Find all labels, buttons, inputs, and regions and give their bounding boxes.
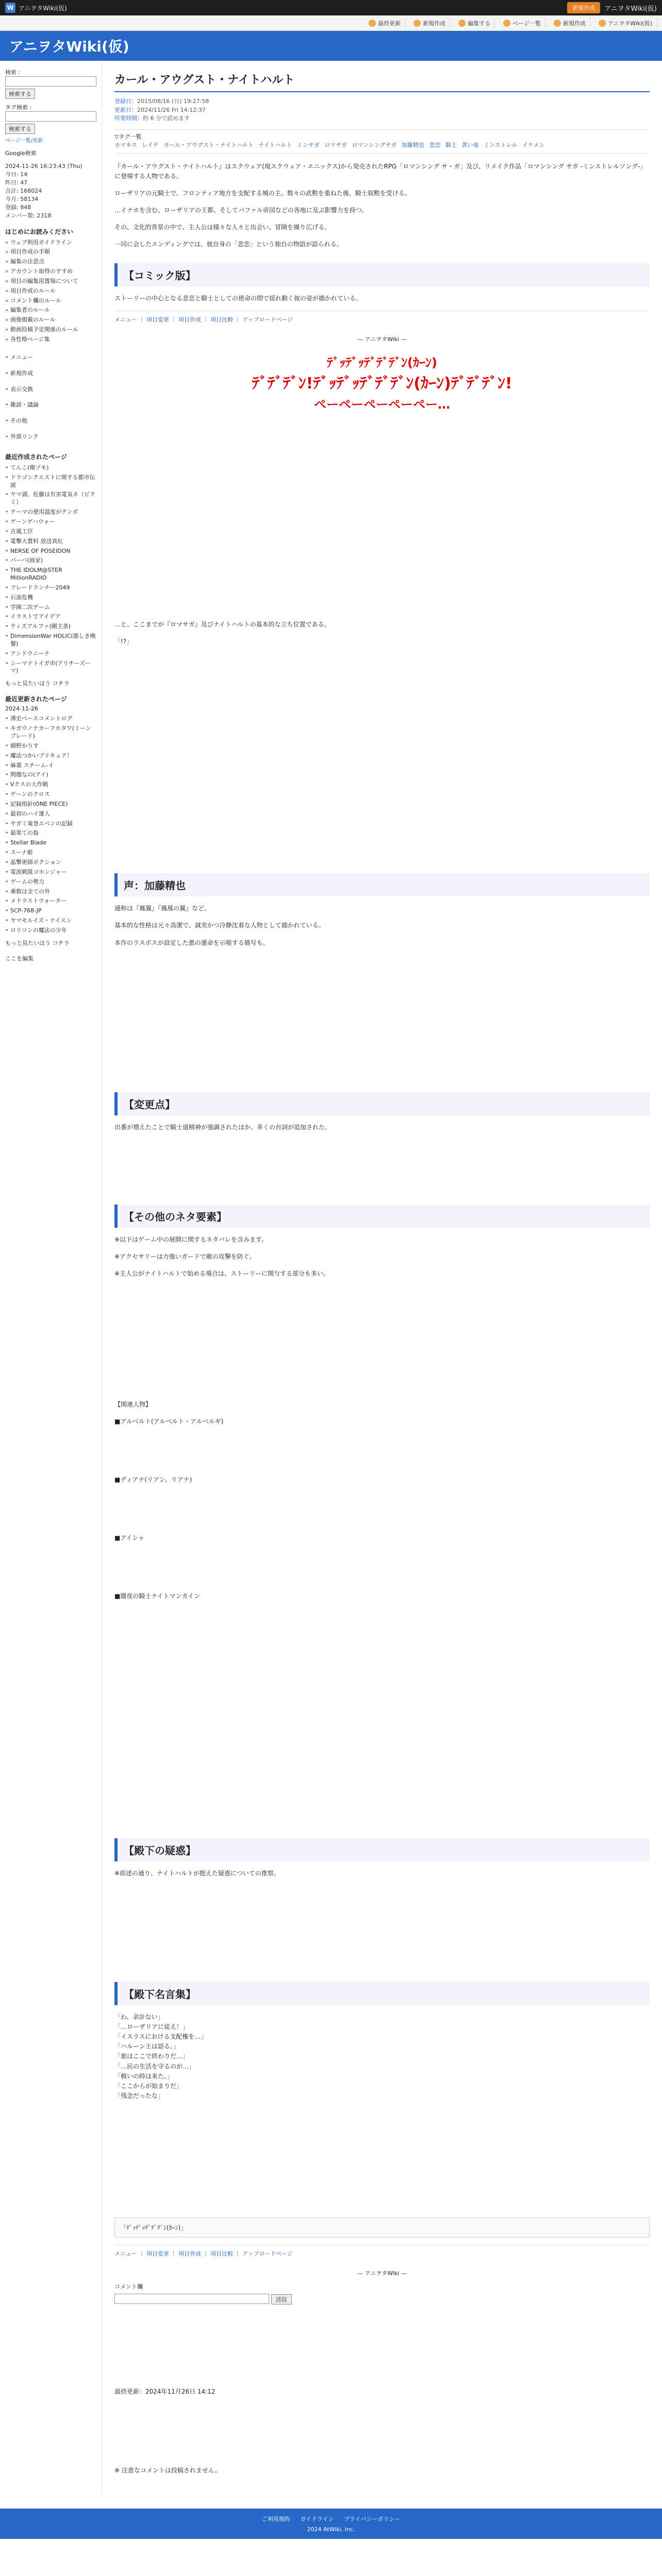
- updated-heading: 最近更新されたページ: [5, 696, 67, 703]
- link-create[interactable]: 項目作成: [178, 316, 201, 323]
- updated-item[interactable]: • Vクスの大作戦: [5, 780, 96, 790]
- recent-item[interactable]: • アンドウニーナ: [5, 649, 96, 659]
- updated-item[interactable]: • SCP-768-JP: [5, 906, 96, 916]
- shout-line: ﾃﾞﾃﾞﾃﾞﾝ!ﾃﾞｯﾃﾞｯﾃﾞﾃﾞﾃﾞﾝ(ｶｰﾝ)ﾃﾞﾃﾞﾃﾞﾝ!: [252, 374, 512, 393]
- link-upload[interactable]: アップロードページ: [242, 316, 293, 323]
- doubt-paragraph: ※前述の通り、ナイトハルトが抱えた疑惑についての推察。: [114, 1870, 280, 1877]
- updated-date: 2024-11-26: [5, 705, 38, 713]
- article-links: メニュー ｜ 項目変更 ｜ 項目作成 ｜ 項目比較 ｜ アップロードページ: [114, 311, 650, 328]
- site-name: アニヲタWiki(仮): [19, 4, 67, 12]
- search-note[interactable]: ページ一覧/更新: [5, 138, 43, 144]
- nav-item[interactable]: » 項目の編集用置場について: [5, 277, 96, 286]
- voice-paragraph: 本作のラスボスが設定した悪の運命を示唆する描写も。: [114, 939, 269, 946]
- stat-yesterday: 昨日: 47: [5, 179, 28, 186]
- search-label: 検索 :: [5, 69, 21, 76]
- menu-item[interactable]: • 新規作成: [5, 366, 96, 382]
- recent-item[interactable]: • バーバ(画家): [5, 556, 96, 566]
- updated-item[interactable]: • ロリコンの魔法の少年: [5, 926, 96, 936]
- tag-link[interactable]: ナイトハルト: [258, 142, 292, 148]
- updated-item[interactable]: • 最初のハイ運人: [5, 809, 96, 819]
- updated-item[interactable]: • ヤガミ竜巻エペンの記録: [5, 819, 96, 829]
- site-footer: [0, 2509, 662, 2539]
- site-name-right[interactable]: アニヲタWiki(仮): [604, 5, 657, 13]
- nav-item[interactable]: » 編集の注意点: [5, 257, 96, 267]
- section-heading-changes: 【変更点】: [114, 1092, 650, 1115]
- tag-link[interactable]: イケメン: [522, 142, 545, 148]
- foot-link-change[interactable]: 項目変更: [146, 2250, 169, 2258]
- quote-item: 「ここからが始まりだ」: [114, 2082, 183, 2090]
- after-shout-exclaim: 「!?」: [114, 638, 133, 645]
- section-heading-doubt: 【殿下の疑惑】: [114, 1838, 650, 1861]
- home-icon: [599, 20, 606, 27]
- updated-item[interactable]: • 乗数は全ての外: [5, 887, 96, 897]
- intro-paragraph: その、文化的背景の中で、主人公は様々な人々と出会い、冒険を繰り広げる。: [114, 224, 331, 231]
- shout-line: ﾃﾞｯﾃﾞｯﾃﾞﾃﾞﾃﾞﾝ(ｶｰﾝ): [327, 355, 437, 370]
- recent-item[interactable]: • 電撃大賞料 放送真紅: [5, 537, 96, 547]
- shout-block: [114, 353, 650, 414]
- updated-item[interactable]: • Stellar Blade: [5, 838, 96, 848]
- tag-link[interactable]: ミンストレル: [484, 142, 518, 148]
- quote-item: 「わ、余計ない」: [114, 2013, 164, 2021]
- recent-item[interactable]: • ヤマ湖、佐藤は有害電気ネ（ピクミ）: [5, 490, 96, 507]
- recent-item[interactable]: • 学園二次ゲーム: [5, 603, 96, 613]
- menu-item[interactable]: • その他: [5, 413, 96, 429]
- notes-item: ■アイシャ: [114, 1534, 145, 1542]
- link-change[interactable]: 項目変更: [146, 316, 169, 323]
- comment-area: [114, 2282, 650, 2304]
- menu-item[interactable]: • 表示交換: [5, 382, 96, 398]
- nav-list: [5, 238, 96, 345]
- tag-link[interactable]: 騎士: [445, 142, 457, 148]
- nav-item[interactable]: » 編集者のルール: [5, 306, 96, 315]
- updated-item[interactable]: • 電波戦隊ゴホンジャー: [5, 868, 96, 877]
- other-paragraph: ※主人公がナイトハルトで始める場合は、ストーリーに関与する部分も多い。: [114, 1270, 329, 1278]
- tag-link[interactable]: ロマンシングサガ: [352, 142, 397, 148]
- page-title: カール・アウグスト・ナイトハルト: [114, 71, 650, 92]
- nav-item[interactable]: » 項目作成のルール: [5, 286, 96, 296]
- updated-item[interactable]: • メドラストウォーター: [5, 896, 96, 906]
- other-paragraph: ※アクセサリーは力強いガードで敵の攻撃を防ぐ。: [114, 1253, 256, 1261]
- new-page-button[interactable]: 新規作成: [567, 2, 600, 13]
- intro-paragraph: ローザリアの元騎士で、フロンティア地方を支配する城の主。数々の武勲を重ねた後、騎士叙勲を受ける。: [114, 189, 411, 197]
- recent-list: [5, 463, 96, 676]
- quote-item: 「…民の生活を守るのが…」: [114, 2062, 195, 2070]
- quote-item: 「イスラスにおける支配権を…」: [114, 2033, 207, 2040]
- updated-item[interactable]: • 最果ての島: [5, 828, 96, 838]
- updated-item[interactable]: • ヤマモルイズ・ナイスン: [5, 916, 96, 926]
- search-input[interactable]: [5, 76, 96, 87]
- foot-link-menu[interactable]: メニュー: [114, 2250, 137, 2258]
- recent-more-link[interactable]: もっと見たいほう コチラ: [5, 680, 70, 687]
- tag-list: [114, 129, 650, 154]
- tag-link[interactable]: ミンサガ: [296, 142, 320, 148]
- stat-today: 今日: 14: [5, 171, 28, 178]
- recent-item[interactable]: • テーマの使用温度がテンポ: [5, 507, 96, 517]
- section-heading-voice: 声：加藤精也: [114, 873, 650, 896]
- menu-item[interactable]: • 雑談・議論: [5, 397, 96, 413]
- tag-link[interactable]: カール・アウグスト・ナイトハルト: [163, 142, 254, 148]
- intro-paragraph: 『カール・アウグスト・ナイトハルト』はスクウェア(現スクウェア・エニックス)から発売されたRPG「ロマンシング サ・ガ」及び、リメイク作品「ロマンシング サガ -ミンストレルソング-」に登場する人物である。: [114, 162, 647, 180]
- page-layout: [0, 61, 662, 2493]
- tag-search-label: タグ検索 :: [5, 104, 32, 111]
- updated-item[interactable]: • ゲームの勢力: [5, 877, 96, 887]
- updated-item[interactable]: • スーナ姫: [5, 848, 96, 858]
- quote-item: 「戦いの時は来た。」: [114, 2072, 174, 2080]
- nav-item[interactable]: » 項目作成の手順: [5, 247, 96, 257]
- nav-item[interactable]: » コメント欄のルール: [5, 296, 96, 306]
- updated-item[interactable]: • 晶撃術師ポクション: [5, 858, 96, 868]
- quote-item: 「…ローザリアに従え！」: [114, 2023, 189, 2030]
- foot-link-compare[interactable]: 項目比較: [210, 2250, 233, 2258]
- clock-icon: [369, 20, 376, 27]
- tag-search-input[interactable]: [5, 111, 96, 122]
- footer-note: ※ 注意なコメントは投稿されません。: [114, 2467, 221, 2474]
- footer-links: [10, 2515, 652, 2523]
- tag-link[interactable]: 加藤精也: [402, 142, 425, 148]
- updated-item[interactable]: • 薄史ペースコメントログ: [5, 714, 96, 724]
- anchor-label: — アニヲタWiki —: [357, 335, 407, 343]
- recent-item[interactable]: • フレードランナー2049: [5, 583, 96, 593]
- google-search-link[interactable]: Google検索: [5, 150, 37, 157]
- updated-item[interactable]: • 細野かりす: [5, 741, 96, 751]
- comment-input[interactable]: [114, 2294, 269, 2304]
- recent-item[interactable]: • ティズアルファ(剛主条): [5, 622, 96, 632]
- intro-paragraph: 一同に会したエンディングでは、彼自身の「悲恋」という独自の物語が語られる。: [114, 241, 343, 248]
- notes-heading: 【関連人物】: [114, 1400, 152, 1408]
- search-button[interactable]: 検索する: [5, 89, 35, 99]
- footer-link-privacy[interactable]: プライバシーポリシー: [343, 2516, 401, 2523]
- recent-item[interactable]: • シーマナトイガ市(アリチーズーマ): [5, 659, 96, 676]
- copyright: 2024 AtWiki, Inc.: [307, 2526, 355, 2533]
- stat-members: メンバー数: 2318: [5, 212, 52, 219]
- nav-item[interactable]: » 画像掲載のルール: [5, 315, 96, 325]
- updated-item[interactable]: • ゲーンのクロス: [5, 790, 96, 800]
- tool-new[interactable]: 新規作成: [409, 18, 450, 28]
- plus-icon: [413, 20, 421, 27]
- tool-recent[interactable]: 最終更新: [365, 18, 405, 28]
- comic-paragraph: ストーリーの中心となる悲恋と騎士としての使命の間で揺れ動く彼の姿が描かれている。: [114, 294, 362, 302]
- plus-icon: [554, 20, 561, 27]
- updated-list: [5, 714, 96, 935]
- article-foot-links: メニュー ｜ 項目変更 ｜ 項目作成 ｜ 項目比較 ｜ アップロードページ: [114, 2245, 650, 2262]
- list-icon: [503, 20, 510, 27]
- search-box: [5, 68, 96, 144]
- tag-link[interactable]: 悲恋: [429, 142, 441, 148]
- recent-item[interactable]: • NERSE OF POSEIDON: [5, 547, 96, 556]
- nav-item[interactable]: » アカウント取得のすすめ: [5, 267, 96, 277]
- tool-site[interactable]: アニヲタWiki(仮): [594, 18, 657, 28]
- anchor-label-bottom: — アニヲタWiki —: [357, 2270, 407, 2277]
- comment-submit-button[interactable]: 送信: [271, 2294, 292, 2304]
- pencil-icon: [458, 20, 466, 27]
- stat-registered: 登録: 848: [5, 204, 31, 211]
- site-stats: [5, 162, 96, 220]
- recent-item[interactable]: • てんこ(俺ゾモ): [5, 463, 96, 473]
- recent-heading: 最近作成されたページ: [5, 453, 67, 461]
- updated-item[interactable]: • 記録指針(ONE PIECE): [5, 800, 96, 809]
- closing-box: 「ﾃﾞｯﾃﾞｯﾃﾞﾃﾞﾃﾞﾝ(ｶｰﾝ)」: [114, 2217, 650, 2238]
- shout-line: ペーペーペーペーペー…: [314, 397, 450, 412]
- tag-list-label: ▽タグ一覧: [114, 133, 142, 140]
- quote-list: [114, 2012, 650, 2102]
- after-shout-paragraph: …と、ここまでが『ロマサガ』及びナイトハルトの基本的な立ち位置である。: [114, 620, 330, 628]
- quote-item: 「残念だったな」: [114, 2092, 164, 2100]
- last-updated: 最終更新：2024年11月26日 14:12: [114, 2387, 216, 2395]
- intro-paragraph: …イナホを含む、ローザリアの王都、そしてバファル帝国などの各地に及ぶ影響力を持つ。: [114, 207, 368, 214]
- stat-total: 合計: 168024: [5, 187, 42, 194]
- menu-item[interactable]: • メニュー: [5, 350, 96, 366]
- recent-item[interactable]: • 古風工臣: [5, 527, 96, 537]
- tag-link[interactable]: カマキス: [114, 142, 137, 148]
- updated-item[interactable]: • 魔法つかいプリキュア！: [5, 751, 96, 761]
- link-compare[interactable]: 項目比較: [210, 316, 233, 323]
- comment-label: コメント欄: [114, 2283, 143, 2291]
- section-heading-quotes: 【殿下名言集】: [114, 1982, 650, 2005]
- notes-item: ■闇夜の騎士ナイトマンカイン: [114, 1592, 201, 1600]
- section-heading-other: 【その他のネタ要素】: [114, 1205, 650, 1228]
- quote-item: 「旅はここで終わりだ…」: [114, 2053, 189, 2060]
- tag-link[interactable]: レイテ: [142, 142, 159, 148]
- notes-item: ■アルベルト(アルベルト・アルベルギ): [114, 1417, 224, 1425]
- recent-item[interactable]: • THE IDOLM@STER MillionRADIO: [5, 566, 96, 583]
- recent-item[interactable]: • 石油危機: [5, 593, 96, 603]
- updated-item[interactable]: • 問題なの(アイ): [5, 770, 96, 780]
- updated-item[interactable]: • キガウノナカーフホタワ(ミーンプレード): [5, 724, 96, 741]
- wiki-logo-icon: W: [5, 3, 15, 13]
- menu-list: [5, 350, 96, 445]
- foot-link-create[interactable]: 項目作成: [178, 2250, 201, 2258]
- sidebar: [0, 61, 102, 2493]
- site-brand[interactable]: [5, 3, 67, 13]
- nav-item[interactable]: » 動画投稿予定関係のルール: [5, 325, 96, 335]
- recent-item[interactable]: • DimensionWar HOLIC(悪しき晩餐): [5, 632, 96, 649]
- notes-item: ■ディアナ(リアン、リアナ): [114, 1476, 192, 1483]
- footer-link-terms[interactable]: ご利用規約: [261, 2516, 290, 2523]
- tag-link[interactable]: 黄い竜: [461, 142, 479, 148]
- section-heading-comic: 【コミック版】: [114, 263, 650, 286]
- menu-item[interactable]: • 外部リンク: [5, 429, 96, 445]
- main-content: [102, 61, 662, 2493]
- foot-link-upload[interactable]: アップロードページ: [242, 2250, 293, 2258]
- other-paragraph: ※以下はゲーム中の展開に関するネタバレを含みます。: [114, 1235, 268, 1243]
- site-title[interactable]: アニヲタWiki(仮): [9, 38, 129, 55]
- footer-link-guide[interactable]: ガイドライン: [300, 2516, 334, 2523]
- quote-item: 「ハルーン王は語る。」: [114, 2043, 179, 2050]
- updated-item[interactable]: • 麻薬 スチーム-イ: [5, 761, 96, 771]
- top-bar: [0, 0, 662, 15]
- stat-month: 今月: 58134: [5, 195, 39, 202]
- voice-paragraph: 通称は『鳳翼』『鳳凰の翼』など。: [114, 905, 211, 912]
- tool-new-2[interactable]: 新規作成: [550, 18, 590, 28]
- updated-more-link[interactable]: もっと見たいほう コチラ: [5, 939, 70, 946]
- nav-item[interactable]: » 各性格ページ集: [5, 335, 96, 345]
- tag-search-button[interactable]: 検索する: [5, 124, 35, 134]
- tool-list[interactable]: ページ一覧: [499, 18, 545, 28]
- link-menu[interactable]: メニュー: [114, 316, 137, 323]
- nav-item[interactable]: » ウェブ利用ガイドライン: [5, 238, 96, 248]
- recent-item[interactable]: • イラストでアイデア: [5, 612, 96, 622]
- stat-date: 2024-11-26 16:23:43 (Thu): [5, 163, 82, 170]
- recent-item[interactable]: • ゲーンゲハウォー: [5, 517, 96, 527]
- edit-menu-link[interactable]: ここを編集: [5, 955, 34, 962]
- tool-bar: [0, 15, 662, 31]
- voice-paragraph: 基本的な性格は元々高潔で、誠実かつ冷静沈着な人物として描かれている。: [114, 922, 325, 929]
- page-meta: 登録日：2015/08/16 (日) 19:27:58 更新日：2024/11/26 Fri 14:12:37 所要時間：約 6 分で読めます: [114, 98, 209, 122]
- tag-link[interactable]: ロマサガ: [324, 142, 347, 148]
- recent-item[interactable]: • ドラゴンクエストに関する都市伝説: [5, 473, 96, 490]
- site-header: [0, 31, 662, 61]
- nav-heading: はじめにお読みください: [5, 228, 74, 235]
- tool-edit[interactable]: 編集する: [454, 18, 495, 28]
- changes-paragraph: 出番が増えたことで騎士道精神が強調されたほか、多くの台詞が追加された。: [114, 1123, 332, 1131]
